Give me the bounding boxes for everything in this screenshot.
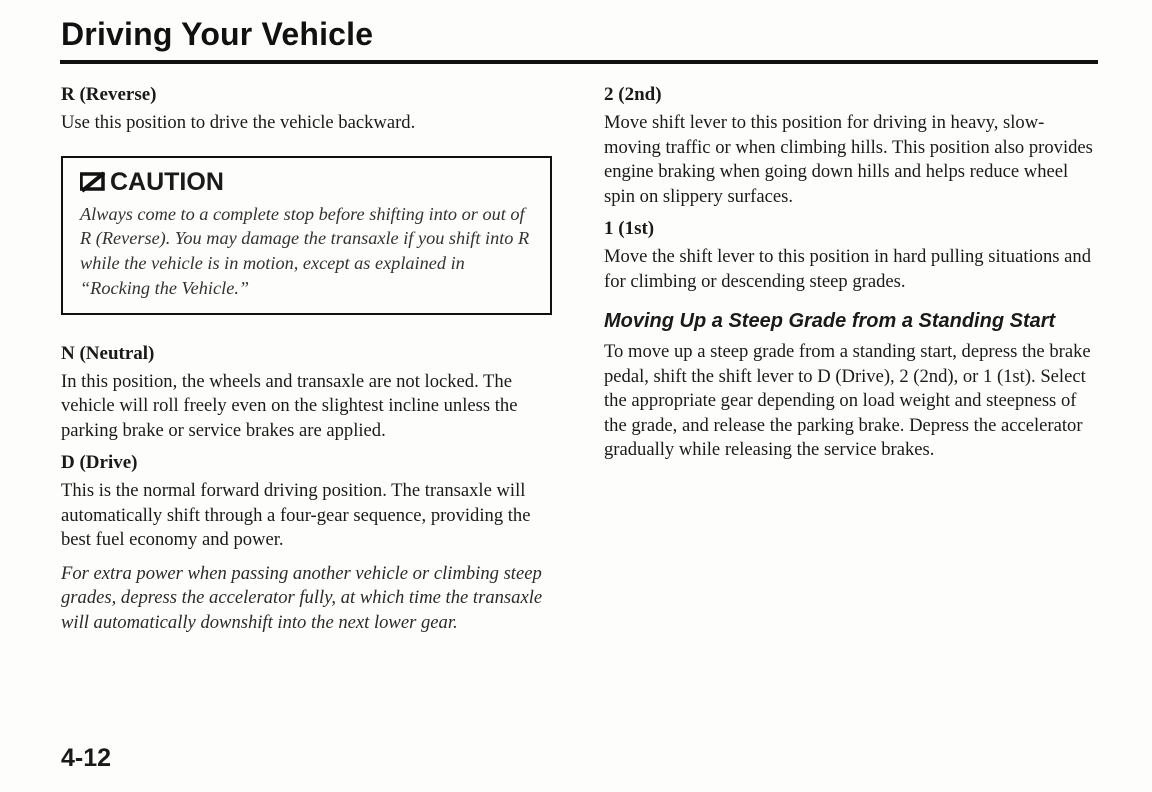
page-title: Driving Your Vehicle [61, 16, 374, 52]
section-heading-neutral: N (Neutral) [61, 342, 155, 364]
section-text-first: Move the shift lever to this position in hard pulling situations and for climbing or descending steep grades. [604, 246, 1092, 292]
caution-header [80, 168, 536, 196]
right-column [604, 84, 1098, 463]
caution-box [61, 156, 552, 315]
header-rule [60, 60, 1098, 64]
section-text-second: Move shift lever to this position for driving in heavy, slow-moving traffic or when climbing hills. This position also provides engine braking when going down hills and helps reduce wheel spin on slippery surfaces. [604, 112, 1093, 207]
section-text-steep-grade: To move up a steep grade from a standing start, depress the brake pedal, shift the shift lever to D (Drive), 2 (2nd), or 1 (1st). Select the appropriate gear depending on load weight and steepness of the grade, and release the parking brake. Depress the accelerator gradually while releasing the service brakes. [604, 341, 1091, 460]
section-heading-reverse: R (Reverse) [61, 84, 157, 105]
caution-slash-icon [80, 171, 106, 193]
section-text-reverse: Use this position to drive the vehicle backward. [61, 112, 416, 133]
section-heading-first: 1 (1st) [604, 218, 655, 239]
section-heading-steep-grade: Moving Up a Steep Grade from a Standing Start [604, 310, 1056, 332]
section-text-drive: This is the normal forward driving position. The transaxle will automatically shift through a four-gear sequence, providing the best fuel economy and power. [61, 480, 531, 551]
page-number: 4-12 [61, 744, 112, 772]
caution-label: CAUTION [110, 167, 224, 196]
section-text-neutral: In this position, the wheels and transaxle are not locked. The vehicle will roll freely even on the slightest incline unless the parking brake or service brakes are applied. [61, 370, 518, 441]
caution-text: Always come to a complete stop before shifting into or out of R (Reverse). You may damage the transaxle if you shift into R while the vehicle is in motion, except as explained in “Rocking the Vehicle.” [80, 203, 530, 298]
left-column [61, 84, 555, 635]
section-heading-second: 2 (2nd) [604, 84, 662, 105]
section-heading-drive: D (Drive) [61, 452, 138, 474]
drive-note: For extra power when passing another vehicle or climbing steep grades, depress the accelerator fully, at which time the transaxle will automatically downshift into the next lower gear. [61, 562, 543, 633]
